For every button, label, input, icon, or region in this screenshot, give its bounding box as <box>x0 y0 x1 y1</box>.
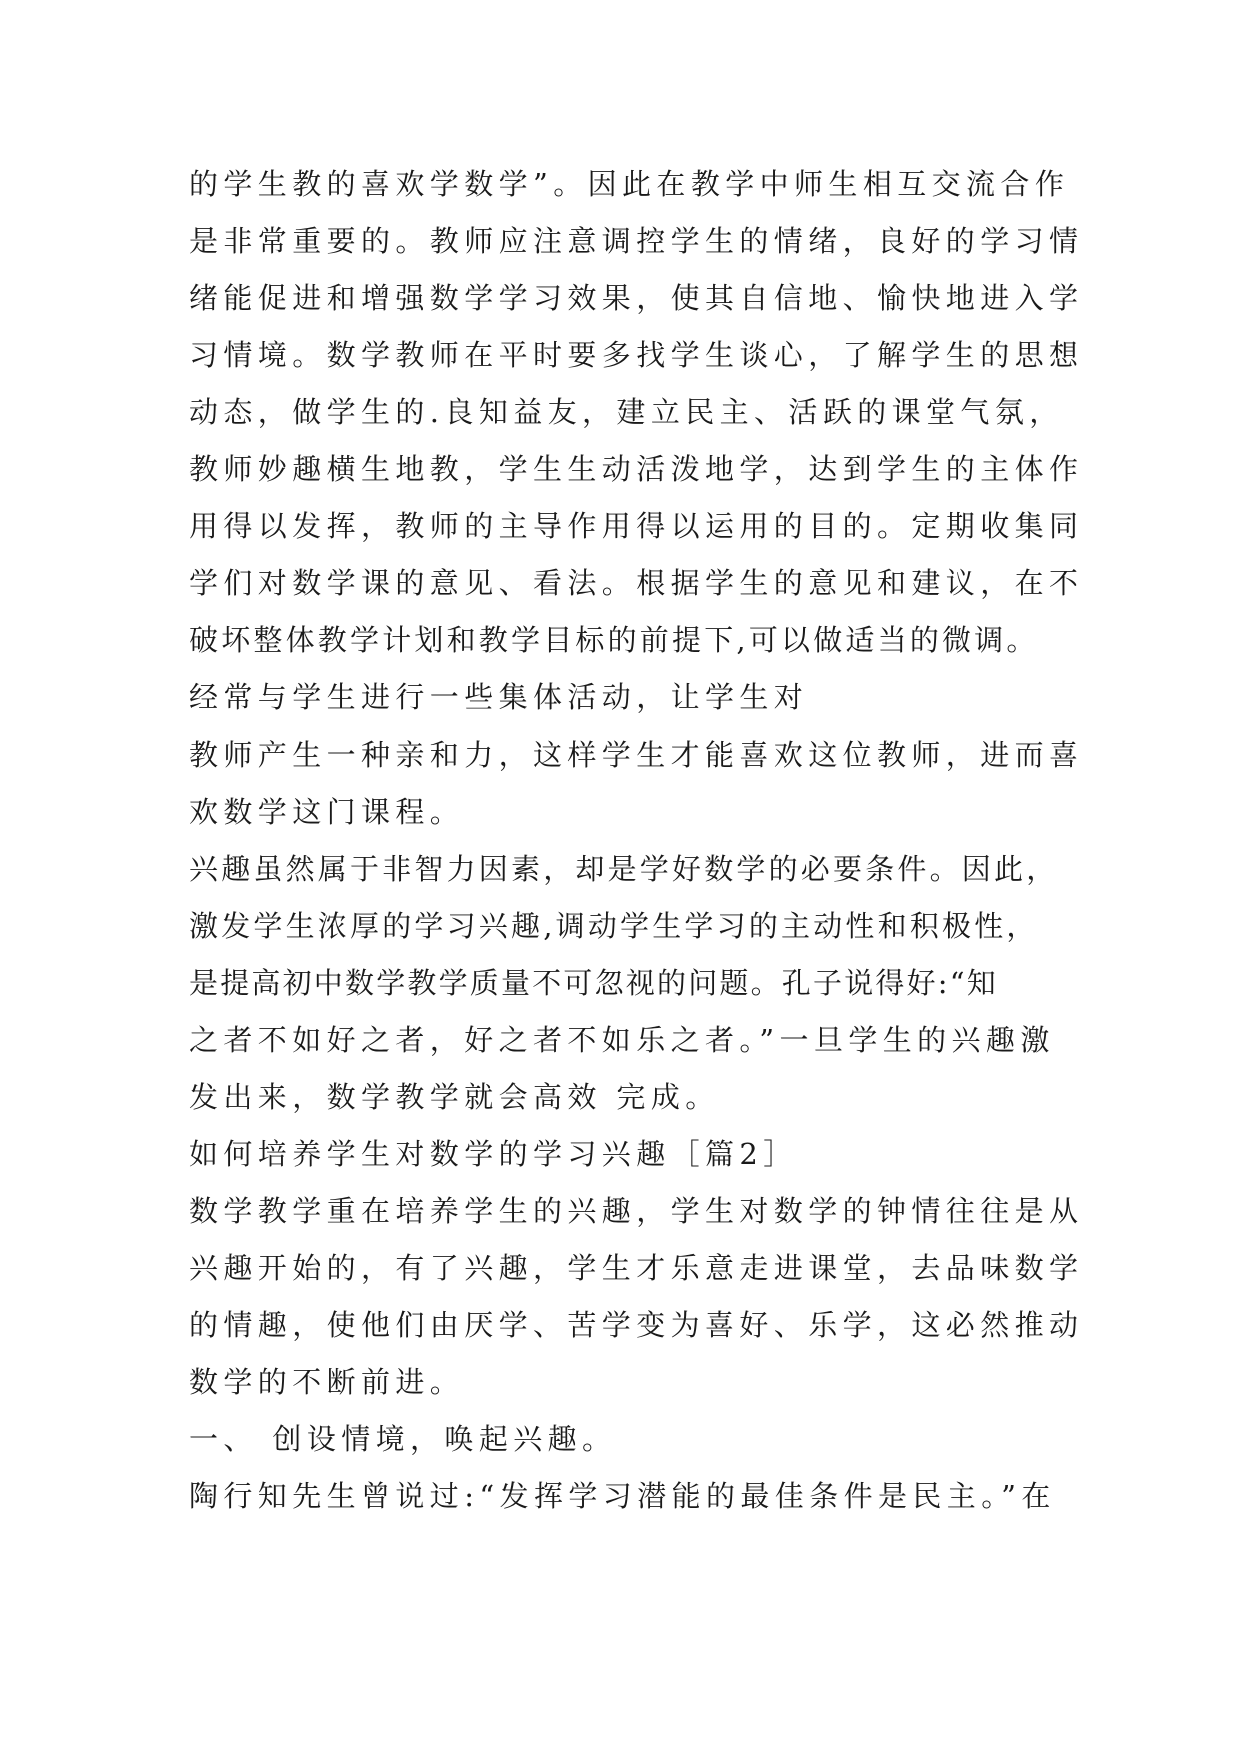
text-line: 激发学生浓厚的学习兴趣,调动学生学习的主动性和积极性， <box>189 909 1039 943</box>
section-heading: 如何培养学生对数学的学习兴趣［篇2］ <box>189 1137 798 1171</box>
text-line: 教师妙趣横生地教，学生生动活泼地学，达到学生的主体作 <box>189 452 1084 486</box>
text-line: 动态，做学生的.良知益友，建立民主、活跃的课堂气氛， <box>189 395 1064 429</box>
text-line: 兴趣虽然属于非智力因素，却是学好数学的必要条件。因此， <box>189 852 1059 886</box>
text-line: 数学教学重在培养学生的兴趣，学生对数学的钟情往往是从 <box>189 1194 1084 1228</box>
text-line: 陶行知先生曾说过:“发挥学习潜能的最佳条件是民主。”在 <box>189 1479 1056 1513</box>
text-line: 的情趣，使他们由厌学、苦学变为喜好、乐学，这必然推动 <box>189 1308 1084 1342</box>
text-line: 学们对数学课的意见、看法。根据学生的意见和建议，在不 <box>189 566 1084 600</box>
text-line: 习情境。数学教师在平时要多找学生谈心，了解学生的思想 <box>189 338 1084 372</box>
subheading: 一、 创设情境，唤起兴趣。 <box>189 1422 617 1456</box>
text-line: 绪能促进和增强数学学习效果，使其自信地、愉快地进入学 <box>189 281 1084 315</box>
text-line: 用得以发挥，教师的主导作用得以运用的目的。定期收集同 <box>189 509 1084 543</box>
text-line: 破坏整体教学计划和教学目标的前提下,可以做适当的微调。 <box>189 623 1039 657</box>
text-line: 是提高初中数学教学质量不可忽视的问题。孔子说得好:“知 <box>189 966 998 1000</box>
text-line: 经常与学生进行一些集体活动，让学生对 <box>189 680 809 714</box>
text-line: 的学生教的喜欢学数学”。因此在教学中师生相互交流合作 <box>189 167 1070 201</box>
text-line: 兴趣开始的，有了兴趣，学生才乐意走进课堂，去品味数学 <box>189 1251 1084 1285</box>
text-line: 欢数学这门课程。 <box>189 795 465 829</box>
text-line: 之者不如好之者，好之者不如乐之者。”一旦学生的兴趣激 <box>189 1023 1055 1057</box>
text-line: 教师产生一种亲和力，这样学生才能喜欢这位教师，进而喜 <box>189 738 1084 772</box>
text-line: 发出来，数学教学就会高效 完成。 <box>189 1080 720 1114</box>
text-line: 数学的不断前进。 <box>189 1365 465 1399</box>
text-line: 是非常重要的。教师应注意调控学生的情绪，良好的学习情 <box>189 224 1084 258</box>
